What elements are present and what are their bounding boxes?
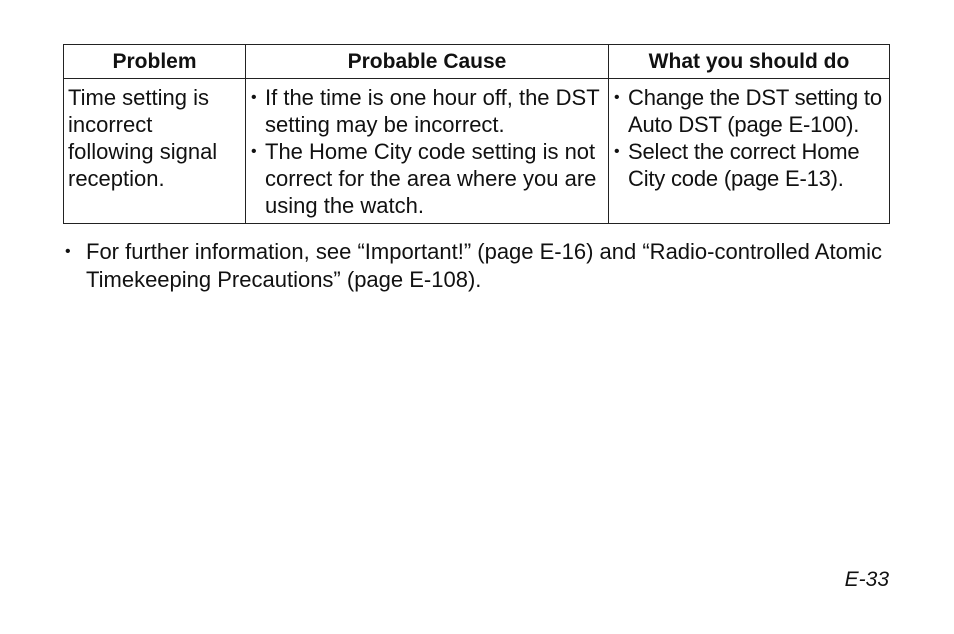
- action-cell: [609, 79, 890, 224]
- cause-text: If the time is one hour off, the DST setting may be incorrect.: [265, 85, 600, 137]
- bullet-icon: •: [251, 143, 257, 160]
- header-what-to-do: What you should do: [609, 45, 890, 79]
- problem-cell: Time setting is incorrect following signal reception.: [64, 79, 246, 224]
- list-item: [250, 138, 605, 219]
- action-text: Change the DST setting to Auto DST (page E-100).: [628, 85, 882, 137]
- cause-text: The Home City code setting is not correct for the area where you are using the watch.: [265, 139, 597, 218]
- table-header-row: [64, 45, 890, 79]
- page-number: E-33: [844, 568, 889, 591]
- list-item: [613, 84, 886, 138]
- action-list: [613, 84, 886, 192]
- list-item: [613, 138, 886, 192]
- bullet-icon: •: [65, 243, 71, 260]
- bullet-icon: •: [614, 89, 620, 106]
- table-row: [64, 79, 890, 224]
- action-text: Select the correct Home City code (page E-13).: [628, 139, 860, 191]
- cause-cell: [246, 79, 609, 224]
- cause-list: [250, 84, 605, 219]
- further-info-note: [63, 238, 893, 294]
- note-text: For further information, see “Important!” (page E-16) and “Radio-controlled Atomic Timekeeping Precautions” (page E-108).: [86, 239, 883, 292]
- bullet-icon: •: [614, 143, 620, 160]
- bullet-icon: •: [251, 89, 257, 106]
- header-problem: Problem: [64, 45, 246, 79]
- header-probable-cause: Probable Cause: [246, 45, 609, 79]
- list-item: [250, 84, 605, 138]
- troubleshooting-table: [63, 44, 890, 224]
